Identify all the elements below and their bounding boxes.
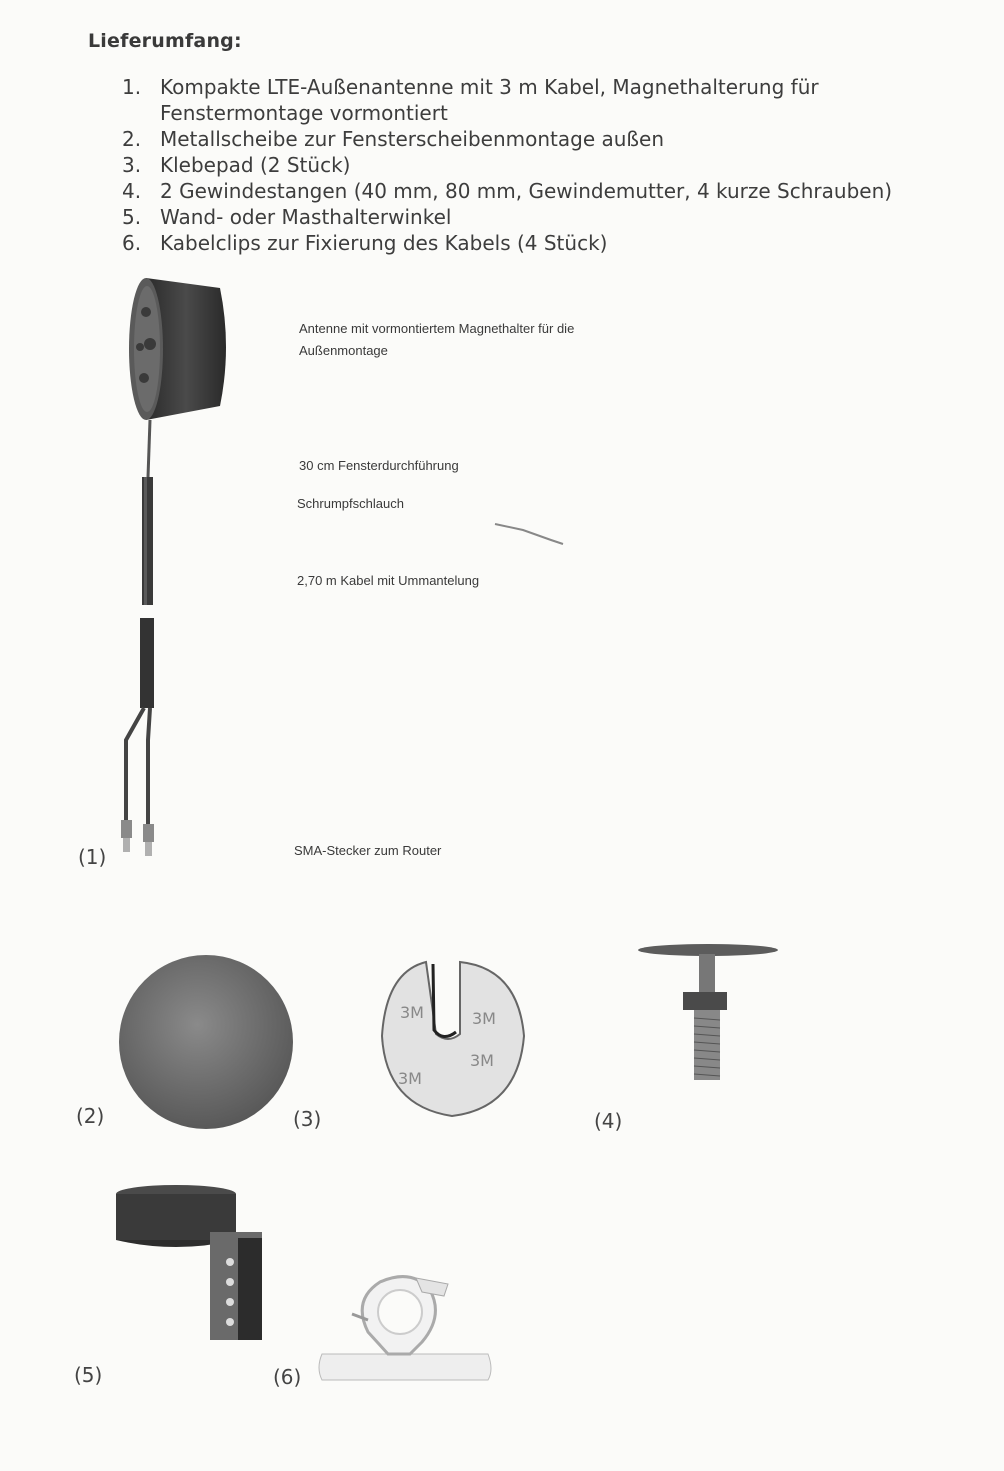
- list-item-text: Kompakte LTE-Außenantenne mit 3 m Kabel, Magnethalterung für Fenstermontage vormontiert: [160, 75, 819, 125]
- list-item-number: 6.: [122, 231, 142, 255]
- annotation-antenna: Antenne mit vormontiertem Magnethalter für die Außenmontage: [299, 321, 575, 358]
- adhesive-pad-figure: [378, 960, 528, 1120]
- list-item: [122, 178, 952, 204]
- list-item-text: Wand- oder Masthalterwinkel: [160, 205, 452, 229]
- pad-print-text: 3M: [470, 1051, 494, 1070]
- figure-label-6: (6): [273, 1365, 302, 1389]
- cable-clip-figure: [312, 1270, 497, 1385]
- pad-print-text: 3M: [400, 1003, 424, 1022]
- annotation-shrink-tube: Schrumpfschlauch: [297, 496, 404, 511]
- threaded-rod-figure: [636, 940, 781, 1085]
- list-item-text: Kabelclips zur Fixierung des Kabels (4 Stück): [160, 231, 608, 255]
- figure-label-2: (2): [76, 1104, 105, 1128]
- page-title: Lieferumfang:: [88, 30, 242, 52]
- list-item-number: 4.: [122, 179, 142, 203]
- figure-label-3: (3): [293, 1107, 322, 1131]
- list-item-number: 2.: [122, 127, 142, 151]
- list-item: [122, 204, 952, 230]
- bracket-figure: [108, 1182, 270, 1342]
- contents-list: [122, 74, 952, 256]
- list-item: [122, 152, 952, 178]
- annotation-cable: 2,70 m Kabel mit Ummantelung: [297, 573, 480, 588]
- list-item-number: 5.: [122, 205, 142, 229]
- list-item-text: Klebepad (2 Stück): [160, 153, 351, 177]
- antenna-figure: [110, 272, 240, 872]
- figure-label-5: (5): [74, 1363, 103, 1387]
- annotation-window-feed: 30 cm Fensterdurchführung: [299, 458, 459, 473]
- list-item: [122, 230, 952, 256]
- list-item: [122, 74, 952, 126]
- figure-label-4: (4): [594, 1109, 623, 1133]
- pad-print-text: 3M: [398, 1069, 422, 1088]
- pad-print-text: 3M: [472, 1009, 496, 1028]
- list-item-number: 1.: [122, 75, 142, 99]
- annotation-sma: SMA-Stecker zum Router: [294, 843, 442, 858]
- figure-label-1: (1): [78, 845, 107, 869]
- list-item-number: 3.: [122, 153, 142, 177]
- list-item-text: 2 Gewindestangen (40 mm, 80 mm, Gewindemutter, 4 kurze Schrauben): [160, 179, 893, 203]
- metal-disc-figure: [116, 952, 296, 1132]
- list-item: [122, 126, 952, 152]
- list-item-text: Metallscheibe zur Fensterscheibenmontage außen: [160, 127, 665, 151]
- leader-mark: [493, 518, 568, 548]
